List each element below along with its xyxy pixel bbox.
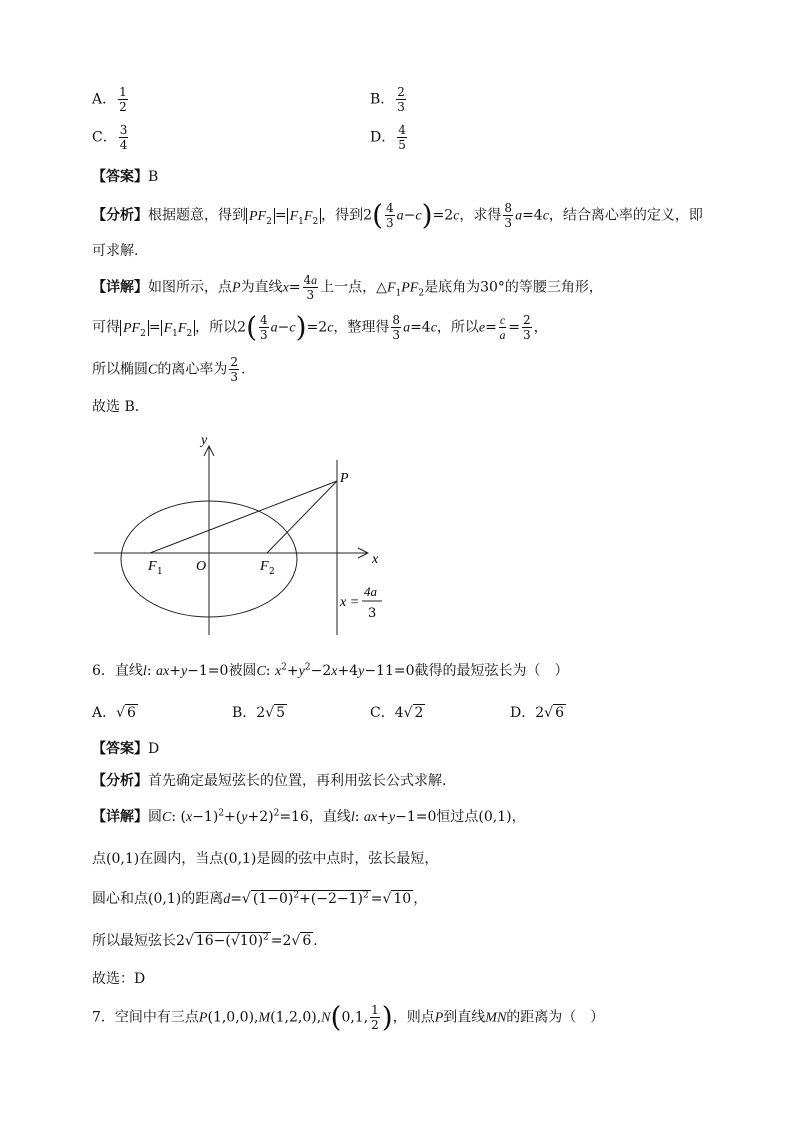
- line-eq-den: 3: [368, 606, 377, 621]
- q6-analysis: 【分析】首先确定最短弦长的位置，再利用弦长公式求解.: [92, 773, 447, 789]
- q6-option-a: A．√ 6: [92, 705, 136, 721]
- option-b-fraction: $\frac{2}{3}$: [397, 85, 405, 114]
- q6-option-d: D．2√ 6: [510, 705, 564, 721]
- option-d: D． $\frac{4}{5}$: [370, 123, 406, 152]
- q5-analysis: 【分析】根据题意，得到 $PF_2 = F_1F_2$ ，得到2( $\frac{4}{3}$ a−c)=2c，求得 $\frac{8}{3}$ a=4c，结合离心率的定义，即: [92, 198, 703, 232]
- option-a: A． $\frac{1}{2}$: [92, 85, 127, 114]
- origin-label: O: [196, 559, 207, 574]
- f1-label: F: [148, 559, 157, 574]
- q5-analysis-line2: 可求解.: [92, 243, 139, 259]
- line-eq-num: 4a: [364, 584, 377, 599]
- f2-label: F: [260, 559, 269, 574]
- option-b: B． $\frac{2}{3}$: [370, 85, 405, 114]
- q6-detail: 【详解】圆C: $(x-1)^2+(y+2)^2=16$，直线l: ax+y−1=0恒过点(0,1)，: [92, 808, 526, 825]
- q5-conclusion: 故选 B．: [92, 399, 149, 415]
- q5-detail: 【详解】如图所示，点P为直线x= $\frac{4a}{3}$ 上一点，$\triangle F_1PF_2$是底角为30°的等腰三角形，: [92, 273, 603, 302]
- f1-subscript: 1: [157, 567, 163, 577]
- q5-detail-line2: 可得 $PF_2 = F_1F_2$ ，所以2( $\frac{4}{3}$ a−c)=2c，整理得 $\frac{8}{3}$ a=4c，所以e= $\frac{c}{a}$ = $\frac{2}{3}$ ，: [92, 310, 548, 344]
- option-d-fraction: $\frac{4}{5}$: [398, 123, 406, 152]
- q6-detail-line3: 圆心和点(0,1)的距离d=√ $(1-0)^2+(-2-1)^2$ =√ 10 ，: [92, 890, 428, 907]
- option-c-fraction: $\frac{3}{4}$: [119, 123, 128, 152]
- q6-answer: 【答案】D: [92, 741, 160, 757]
- p-label: P: [340, 471, 349, 486]
- option-c: C． $\frac{3}{4}$: [92, 123, 128, 152]
- q6-detail-line2: 点(0,1)在圆内，当点(0,1)是圆的弦中点时，弦长最短，: [92, 851, 439, 867]
- line-eq-lhs: x =: [340, 595, 360, 610]
- q6-option-b: B．2√ 5: [232, 705, 286, 721]
- option-a-fraction: $\frac{1}{2}$: [119, 85, 127, 114]
- ellipse-figure: [90, 430, 400, 640]
- y-label: y: [201, 433, 208, 448]
- segment-f2-p: [267, 481, 337, 553]
- q6-option-c: C．4√ 2: [370, 705, 424, 721]
- q6-conclusion: 故选：D: [92, 971, 146, 987]
- q6-detail-line4: 所以最短弦长2√ $16-(√10)^2 =2√$ 6 .: [92, 932, 318, 949]
- q6-stem: 6．直线l: ax+y−1=0被圆C: $x^2+y^2-2x+4y-11=0$截得的最短弦长为（ ）: [92, 662, 569, 679]
- q5-answer: 【答案】B: [92, 169, 159, 185]
- q5-detail-line3: 所以椭圆C的离心率为 $\frac{2}{3}$ .: [92, 355, 246, 384]
- f2-subscript: 2: [269, 567, 275, 577]
- segment-f1-p: [150, 481, 337, 553]
- x-label: x: [372, 552, 379, 567]
- q7-stem: 7．空间中有三点P(1,0,0),M(1,2,0),N(0,1, $\frac{1}{2}$ )，则点P到直线MN的距离为（ ）: [92, 1000, 605, 1034]
